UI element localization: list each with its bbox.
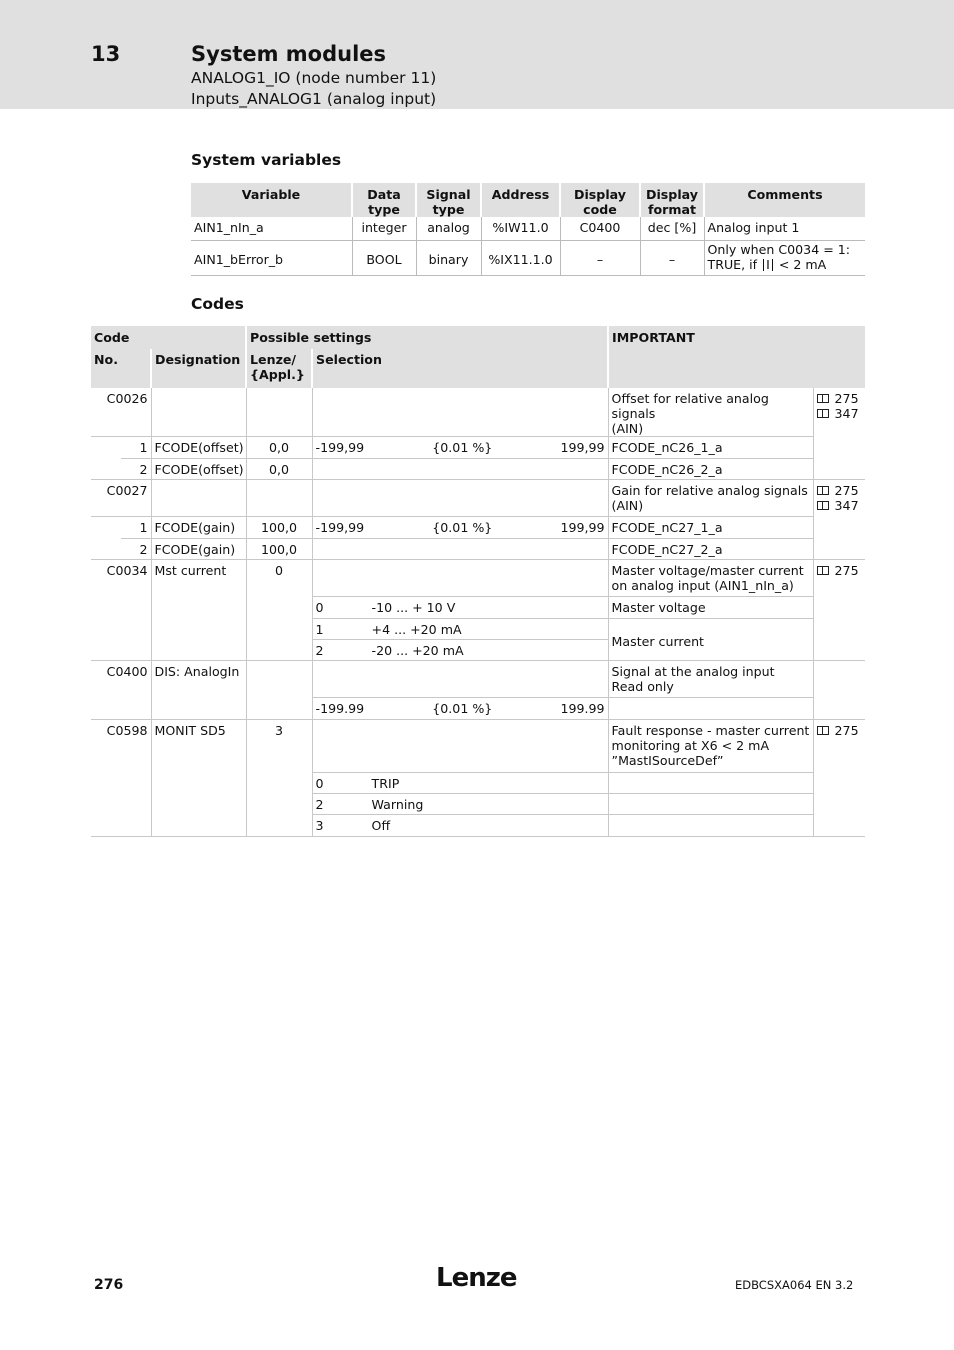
table-row [91, 388, 865, 437]
lenze-empty [246, 480, 312, 517]
ref-page: 275 [834, 723, 859, 738]
table-row [191, 240, 865, 275]
table-row [91, 560, 865, 597]
option-row [312, 815, 608, 837]
sub-lenze: 100,0 [246, 517, 312, 539]
spacer [91, 539, 121, 560]
header-selection: Selection [312, 349, 608, 388]
page-ref [817, 563, 863, 578]
range-unit: {0.01 %} [432, 440, 493, 455]
option-label: -10 ... + 10 V [371, 600, 456, 615]
designation-c0400: DIS: AnalogIn [151, 661, 246, 720]
sub-important: FCODE_nC27_2_a [608, 539, 813, 560]
range-min: -199,99 [315, 520, 365, 535]
important-empty [608, 794, 813, 815]
comment-line-1: Only when C0034 = 1: [707, 241, 851, 257]
cell-signal-type: analog [416, 217, 481, 240]
comment-current-symbol: I [766, 256, 770, 272]
option-label: TRIP [371, 776, 400, 791]
range-min: -199,99 [315, 440, 365, 455]
book-icon [817, 566, 829, 575]
sub-important: FCODE_nC26_2_a [608, 459, 813, 480]
cell-address: %IW11.0 [481, 217, 560, 240]
selection-empty [312, 480, 608, 517]
ref-c0026 [813, 388, 865, 480]
page-ref [817, 498, 863, 513]
important-empty [608, 815, 813, 837]
lenze-c0034: 0 [246, 560, 312, 661]
spacer [91, 517, 121, 539]
lenze-logo: Lenze [436, 1263, 517, 1293]
sub-no: 2 [121, 539, 151, 560]
codes-header-row-1 [91, 326, 865, 349]
sub-selection [312, 517, 608, 539]
option-row [312, 619, 608, 640]
code-c0598: C0598 [91, 720, 151, 837]
page-ref [817, 483, 863, 498]
document-id: EDBCSXA064 EN 3.2 [735, 1278, 854, 1292]
sub-no: 1 [121, 437, 151, 459]
range-max: 199.99 [560, 701, 605, 716]
designation-empty [151, 388, 246, 437]
important-line-3: ”MastISourceDef” [611, 753, 724, 768]
important-empty [608, 698, 813, 720]
ref-page: 275 [834, 483, 859, 498]
col-address: Address [481, 183, 560, 217]
lenze-empty [246, 661, 312, 720]
option-key: 2 [315, 643, 324, 658]
code-c0027: C0027 [91, 480, 151, 517]
code-c0034: C0034 [91, 560, 151, 661]
important-empty [608, 773, 813, 794]
selection-empty [312, 720, 608, 773]
cell-display-format: dec [%] [640, 217, 704, 240]
page-number: 276 [94, 1277, 124, 1293]
system-variables-table [191, 183, 865, 276]
system-variables-heading: System variables [191, 151, 342, 169]
table-row [91, 661, 865, 698]
header-appl-label: {Appl.} [250, 367, 305, 382]
cell-display-format: – [640, 240, 704, 275]
range-min: -199.99 [315, 701, 365, 716]
option-row [312, 640, 608, 661]
comment-true-if: TRUE, if [707, 256, 758, 272]
option-row [312, 597, 608, 619]
header-important: IMPORTANT [608, 326, 865, 388]
table-row [91, 480, 865, 517]
header-lenze-label: Lenze/ [250, 352, 297, 367]
option-key: 1 [315, 622, 324, 637]
lenze-empty [246, 388, 312, 437]
sub-designation: FCODE(gain) [151, 539, 246, 560]
sub-selection [312, 459, 608, 480]
sub-no: 2 [121, 459, 151, 480]
table-row [91, 720, 865, 773]
page-ref [817, 391, 863, 406]
important-line-2: (AIN) [611, 498, 644, 513]
cell-signal-type: binary [416, 240, 481, 275]
header-no: No. [91, 349, 151, 388]
col-data-type: Data type [352, 183, 416, 217]
codes-heading: Codes [191, 295, 244, 313]
important-line-2: monitoring at X6 < 2 mA [611, 738, 770, 753]
option-label: +4 ... +20 mA [371, 622, 462, 637]
sub-important: FCODE_nC27_1_a [608, 517, 813, 539]
book-icon [817, 501, 829, 510]
important-line-1: Fault response - master current [611, 723, 810, 738]
ref-c0034 [813, 560, 865, 661]
comment-line-2 [708, 257, 863, 272]
book-icon [817, 409, 829, 418]
chapter-number: 13 [91, 42, 121, 66]
col-signal-type: Signal type [416, 183, 481, 217]
range-max: 199,99 [560, 440, 605, 455]
important-line-2: on analog input (AIN1_nIn_a) [611, 578, 794, 593]
selection-empty [312, 661, 608, 698]
page-ref [817, 406, 863, 421]
table-row [191, 217, 865, 240]
codes-table [91, 326, 865, 837]
range-max: 199,99 [560, 520, 605, 535]
option-key: 2 [315, 797, 324, 812]
table-row [91, 459, 865, 480]
sub-selection [312, 437, 608, 459]
option-row [312, 794, 608, 815]
cell-address: %IX11.1.0 [481, 240, 560, 275]
abs-bar-left [763, 259, 764, 271]
sub-designation: FCODE(gain) [151, 517, 246, 539]
sub-designation: FCODE(offset) [151, 437, 246, 459]
page-ref [817, 723, 863, 738]
option-key: 3 [315, 818, 324, 833]
col-comments: Comments [704, 183, 865, 217]
subtitle-function-block: Inputs_ANALOG1 (analog input) [191, 90, 437, 108]
cell-data-type: integer [352, 217, 416, 240]
ref-c0027 [813, 480, 865, 560]
important-line-2: Read only [611, 679, 674, 694]
book-icon [817, 394, 829, 403]
cell-comment [704, 240, 865, 275]
important-c0027 [608, 480, 813, 517]
header-designation: Designation [151, 349, 246, 388]
important-line-1: Signal at the analog input [611, 664, 775, 679]
important-line-1: Gain for relative analog signals [611, 483, 808, 498]
chapter-title: System modules [191, 42, 387, 66]
important-c0598 [608, 720, 813, 773]
selection-empty [312, 560, 608, 597]
designation-empty [151, 480, 246, 517]
option-important: Master current [608, 619, 813, 661]
subtitle-module: ANALOG1_IO (node number 11) [191, 69, 437, 87]
sub-no: 1 [121, 517, 151, 539]
sub-selection [312, 539, 608, 560]
important-c0026 [608, 388, 813, 437]
cell-display-code: C0400 [560, 217, 640, 240]
book-icon [817, 726, 829, 735]
important-c0034 [608, 560, 813, 597]
col-display-format: Display format [640, 183, 704, 217]
designation-c0034: Mst current [151, 560, 246, 661]
code-c0400: C0400 [91, 661, 151, 720]
sub-designation: FCODE(offset) [151, 459, 246, 480]
table-row [91, 539, 865, 560]
cell-variable: AIN1_bError_b [191, 240, 352, 275]
option-label: Off [371, 818, 391, 833]
header-code: Code [91, 326, 246, 349]
important-line-1: Offset for relative analog signals [611, 391, 769, 421]
option-key: 0 [315, 600, 324, 615]
table-row [91, 437, 865, 459]
option-row [312, 773, 608, 794]
option-key: 0 [315, 776, 324, 791]
col-variable: Variable [191, 183, 352, 217]
sub-lenze: 0,0 [246, 459, 312, 480]
ref-c0598 [813, 720, 865, 837]
cell-variable: AIN1_nIn_a [191, 217, 352, 240]
cell-display-code: – [560, 240, 640, 275]
option-label: -20 ... +20 mA [371, 643, 464, 658]
header-lenze [246, 349, 312, 388]
ref-page: 275 [834, 391, 859, 406]
range-unit: {0.01 %} [432, 701, 493, 716]
important-line-2: (AIN) [611, 421, 644, 436]
ref-empty [813, 661, 865, 720]
page-header [0, 0, 954, 109]
sub-important: FCODE_nC26_1_a [608, 437, 813, 459]
cell-data-type: BOOL [352, 240, 416, 275]
sub-lenze: 0,0 [246, 437, 312, 459]
ref-page: 275 [834, 563, 859, 578]
important-line-1: Master voltage/master current [611, 563, 804, 578]
range-unit: {0.01 %} [432, 520, 493, 535]
important-c0400 [608, 661, 813, 698]
header-possible-settings: Possible settings [246, 326, 608, 349]
range-row [312, 698, 608, 720]
comment-threshold: < 2 mA [778, 256, 827, 272]
table-header-row [191, 183, 865, 217]
option-label: Warning [371, 797, 424, 812]
col-display-code: Display code [560, 183, 640, 217]
lenze-c0598: 3 [246, 720, 312, 837]
code-c0026: C0026 [91, 388, 151, 437]
selection-empty [312, 388, 608, 437]
ref-page: 347 [834, 406, 859, 421]
sub-lenze: 100,0 [246, 539, 312, 560]
cell-comment: Analog input 1 [704, 217, 865, 240]
abs-bar-right [772, 259, 773, 271]
book-icon [817, 486, 829, 495]
table-row [91, 517, 865, 539]
spacer [91, 459, 121, 480]
ref-page: 347 [834, 498, 859, 513]
designation-c0598: MONIT SD5 [151, 720, 246, 837]
option-important: Master voltage [608, 597, 813, 619]
spacer [91, 437, 121, 459]
